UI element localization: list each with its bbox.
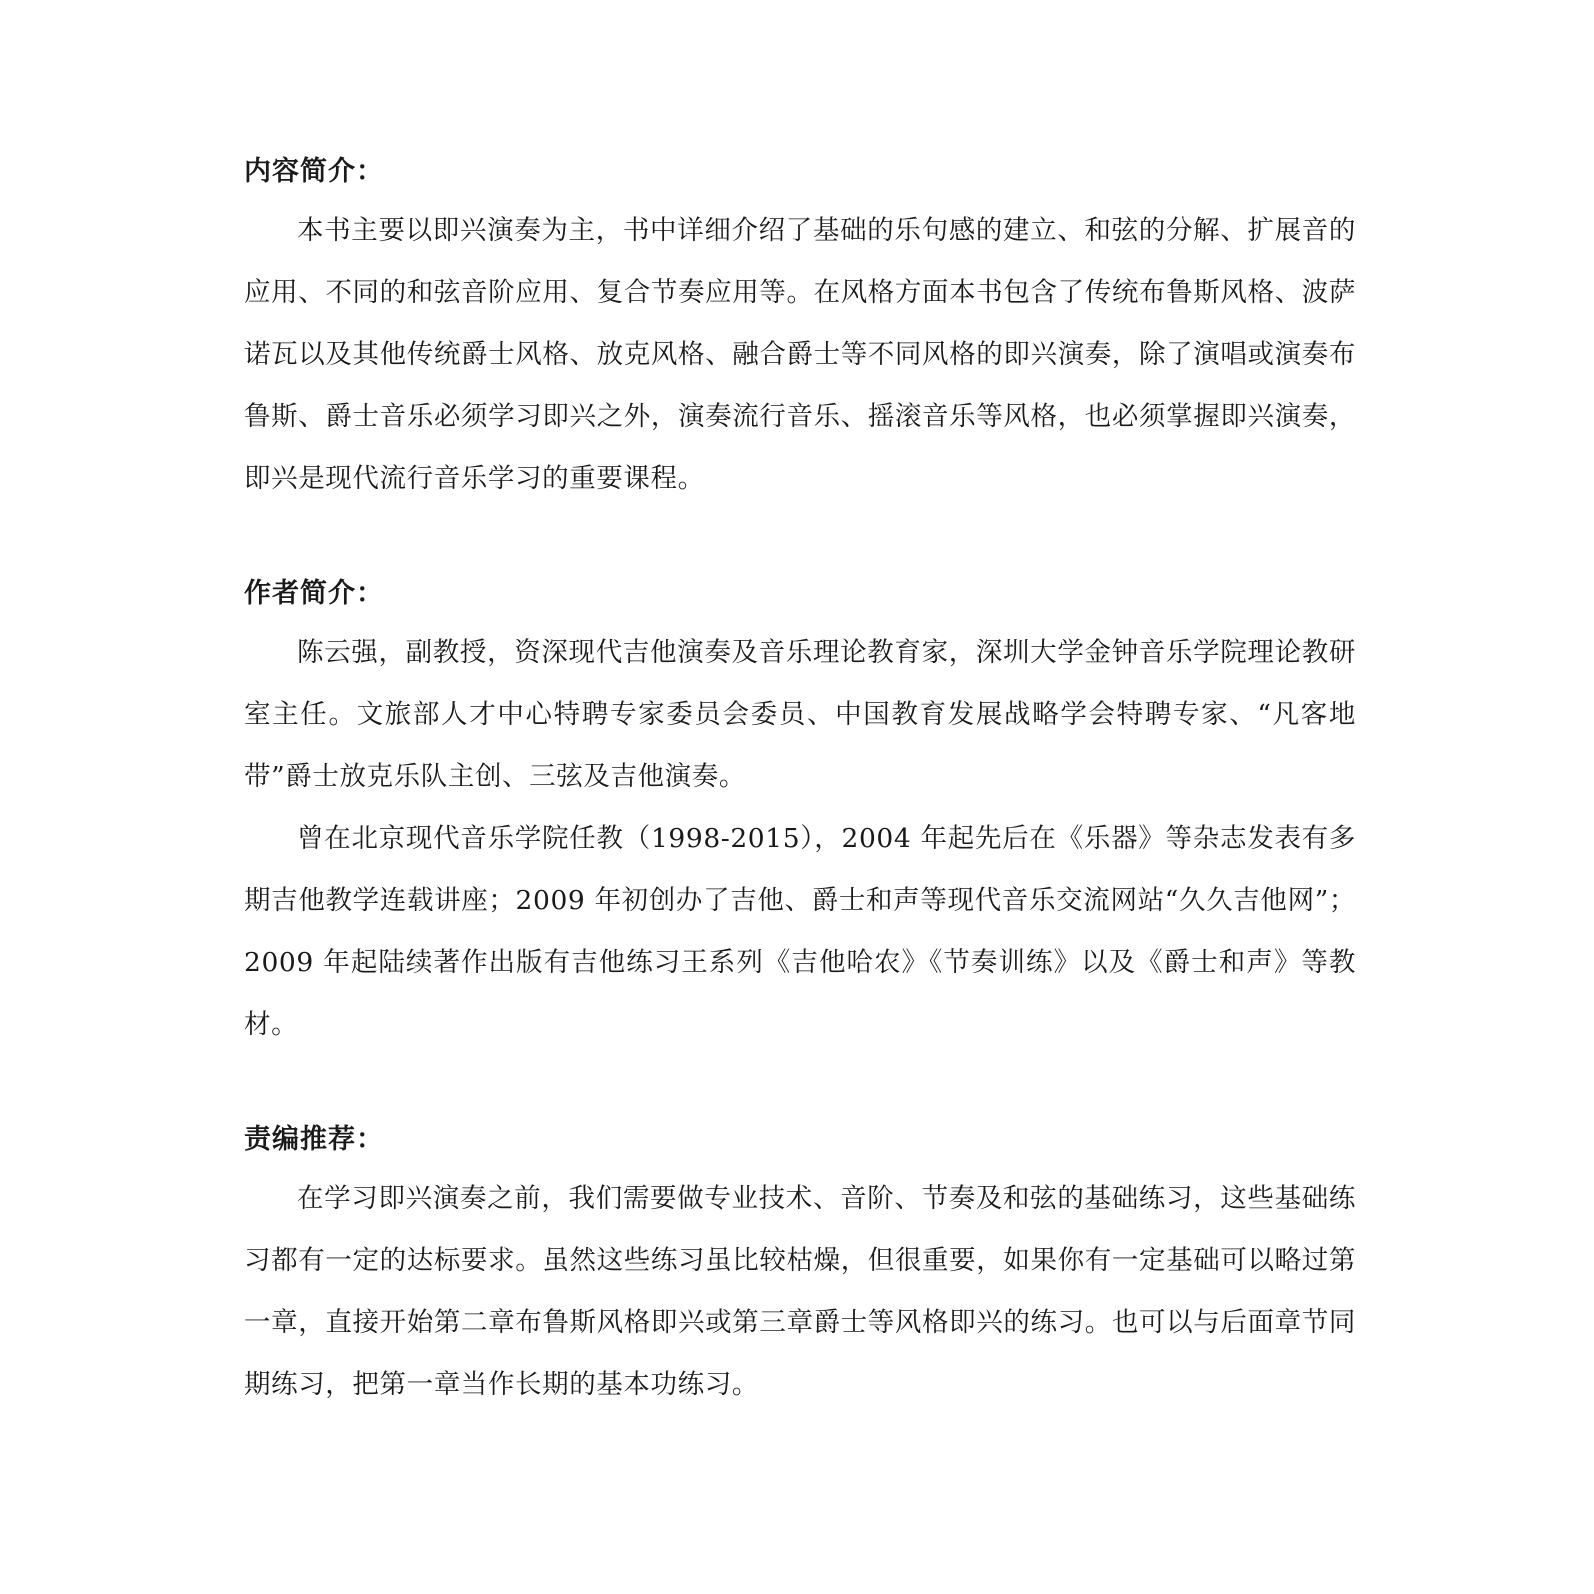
section-content-intro <box>244 150 1356 510</box>
section-editor-recommendation <box>244 1118 1356 1416</box>
section-heading: 作者简介： <box>244 578 384 609</box>
document-page <box>244 150 1356 1416</box>
section-heading: 内容简介： <box>244 156 384 187</box>
section-paragraph: 本书主要以即兴演奏为主，书中详细介绍了基础的乐句感的建立、和弦的分解、扩展音的应用、不同的和弦音阶应用、复合节奏应用等。在风格方面本书包含了传统布鲁斯风格、波萨诺瓦以及其他传统爵士风格、放克风格、融合爵士等不同风格的即兴演奏，除了演唱或演奏布鲁斯、爵士音乐必须学习即兴之外，演奏流行音乐、摇滚音乐等风格，也必须掌握即兴演奏，即兴是现代流行音乐学习的重要课程。 <box>244 215 1356 494</box>
section-author-intro <box>244 572 1356 1056</box>
section-paragraph: 曾在北京现代音乐学院任教（1998-2015），2004 年起先后在《乐器》等杂志发表有多期吉他教学连载讲座；2009 年初创办了吉他、爵士和声等现代音乐交流网站“久久吉他网”；2009 年起陆续著作出版有吉他练习王系列《吉他哈农》《节奏训练》以及《爵士和声》等教材。 <box>244 823 1356 1040</box>
section-paragraph: 陈云强，副教授，资深现代吉他演奏及音乐理论教育家，深圳大学金钟音乐学院理论教研室主任。文旅部人才中心特聘专家委员会委员、中国教育发展战略学会特聘专家、“凡客地带”爵士放克乐队主创、三弦及吉他演奏。 <box>244 637 1356 792</box>
section-paragraph: 在学习即兴演奏之前，我们需要做专业技术、音阶、节奏及和弦的基础练习，这些基础练习都有一定的达标要求。虽然这些练习虽比较枯燥，但很重要，如果你有一定基础可以略过第一章，直接开始第二章布鲁斯风格即兴或第三章爵士等风格即兴的练习。也可以与后面章节同期练习，把第一章当作长期的基本功练习。 <box>244 1183 1356 1400</box>
section-heading: 责编推荐： <box>244 1124 384 1155</box>
